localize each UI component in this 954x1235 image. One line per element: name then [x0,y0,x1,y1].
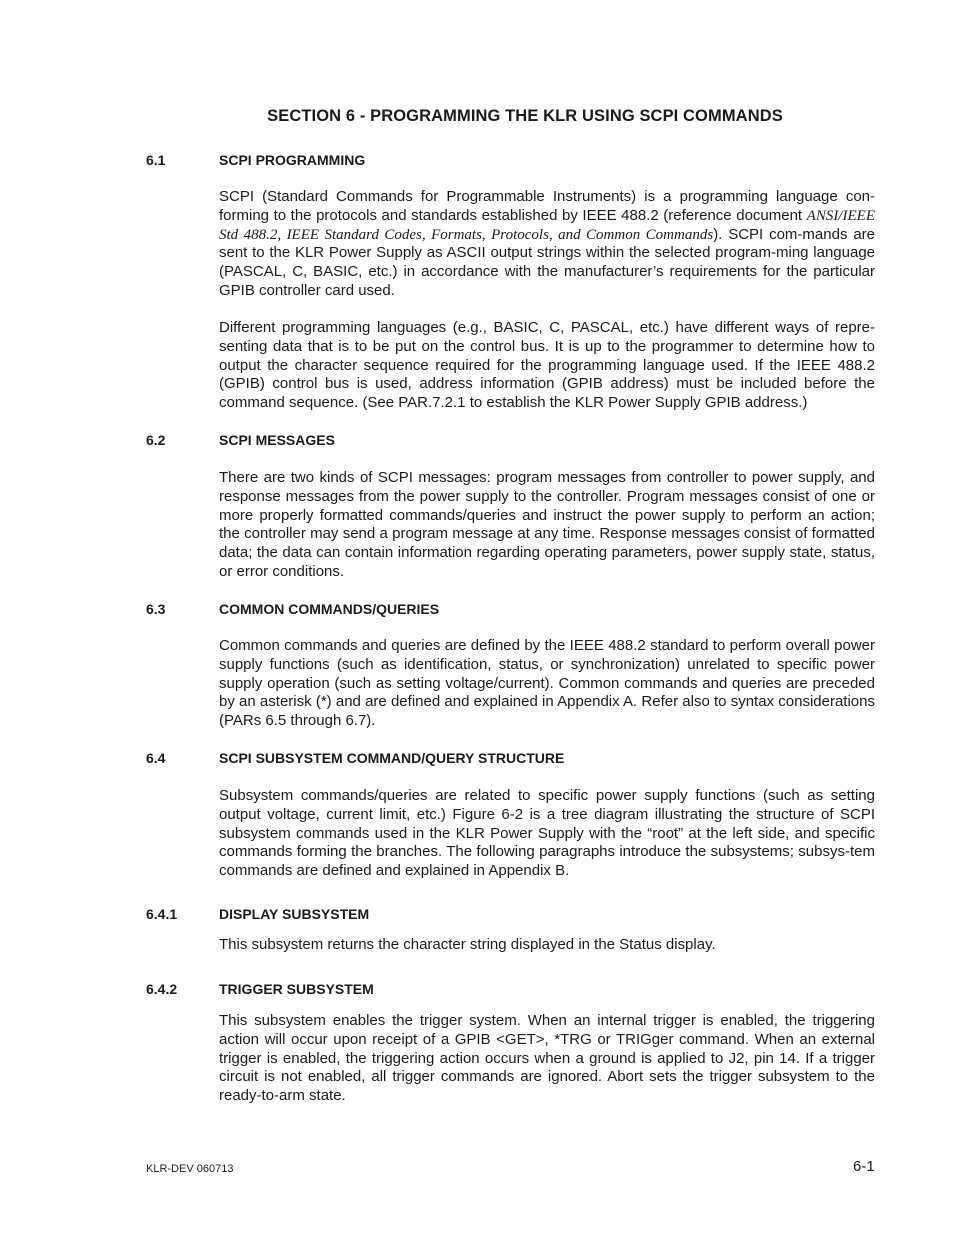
section-number: 6.4.2 [146,981,178,997]
paragraph-scpi-programming [219,188,875,301]
section-title: SCPI SUBSYSTEM COMMAND/QUERY STRUCTURE [219,750,565,766]
paragraph-subsystem-structure: Subsystem commands/queries are related to specific power supply functions (such as setting output voltage, current limit, etc.) Figure 6-2 is a tree diagram illustrating the structure of SCPI subsystem commands used in the KLR Power Supply with the “root” at the left side, and specific commands forming the branches. The following paragraphs introduce the subsystems; subsys-tem commands are defined and explained in Appendix B. [219,787,875,880]
section-heading-6-3 [146,601,439,617]
section-number: 6.4 [146,750,166,766]
paragraph-scpi-messages: There are two kinds of SCPI messages: program messages from controller to power supply, and response messages from the power supply to the controller. Program messages consist of one or more properly formatted commands/queries and instruct the power supply to perform an action; the controller may send a program message at any time. Response messages consist of formatted data; the data can contain information regarding operating parameters, power supply state, status, or error conditions. [219,469,875,580]
reference-document-title: ANSI/IEEE Std 488.2, IEEE Standard Codes, Formats, Protocols, and Common Commands [219,207,875,243]
paragraph-display-subsystem: This subsystem returns the character string displayed in the Status display. [219,936,716,953]
section-number: 6.3 [146,601,166,617]
section-number: 6.4.1 [146,906,178,922]
paragraph-trigger-subsystem: This subsystem enables the trigger system. When an internal trigger is enabled, the triggering action will occur upon receipt of a GPIB <GET>, *TRG or TRIGger command. When an external trigger is enabled, the triggering action occurs when a ground is applied to J2, pin 14. If a trigger circuit is not enabled, all trigger commands are ignored. Abort sets the trigger subsystem to the ready-to-arm state. [219,1012,875,1105]
paragraph-text: SCPI (Standard Commands for Programmable Instruments) is a programming language con-forming to the protocols and standards established by IEEE 488.2 (reference document [219,188,875,224]
section-heading-6-4-2 [146,981,374,997]
section-title: COMMON COMMANDS/QUERIES [219,601,440,617]
paragraph-programming-languages: Different programming languages (e.g., BASIC, C, PASCAL, etc.) have different ways of repre-senting data that is to be put on the control bus. It is up to the programmer to determine how to output the character sequence required for the programming language used. If the IEEE 488.2 (GPIB) control bus is used, address information (GPIB address) must be included before the command sequence. (See PAR.7.2.1 to establish the KLR Power Supply GPIB address.) [219,319,875,412]
section-heading-6-4-1 [146,906,369,922]
paragraph-text: ). SCPI com-mands are sent to the KLR Power Supply as ASCII output strings within the selected program-ming language (PASCAL, C, BASIC, etc.) in accordance with the manufacturer’s requirements for the particular GPIB controller card used. [219,225,875,299]
section-title: DISPLAY SUBSYSTEM [219,906,370,922]
footer-page-number: 6-1 [853,1158,875,1175]
section-title: SCPI PROGRAMMING [219,152,366,168]
section-number: 6.1 [146,152,166,168]
section-heading-6-2 [146,432,335,448]
section-title: SCPI MESSAGES [219,432,335,448]
paragraph-common-commands: Common commands and queries are defined by the IEEE 488.2 standard to perform overall power supply functions (such as identification, status, or synchronization) unrelated to specific power supply operation (such as setting voltage/current). Common commands and queries are preceded by an asterisk (*) and are defined and explained in Appendix A. Refer also to syntax considerations (PARs 6.5 through 6.7). [219,637,875,730]
section-number: 6.2 [146,432,166,448]
section-heading-6-1 [146,152,365,168]
page-title: SECTION 6 - PROGRAMMING THE KLR USING SCPI COMMANDS [267,107,783,125]
section-title: TRIGGER SUBSYSTEM [219,981,374,997]
footer-document-id: KLR-DEV 060713 [146,1163,234,1175]
section-heading-6-4 [146,750,564,766]
